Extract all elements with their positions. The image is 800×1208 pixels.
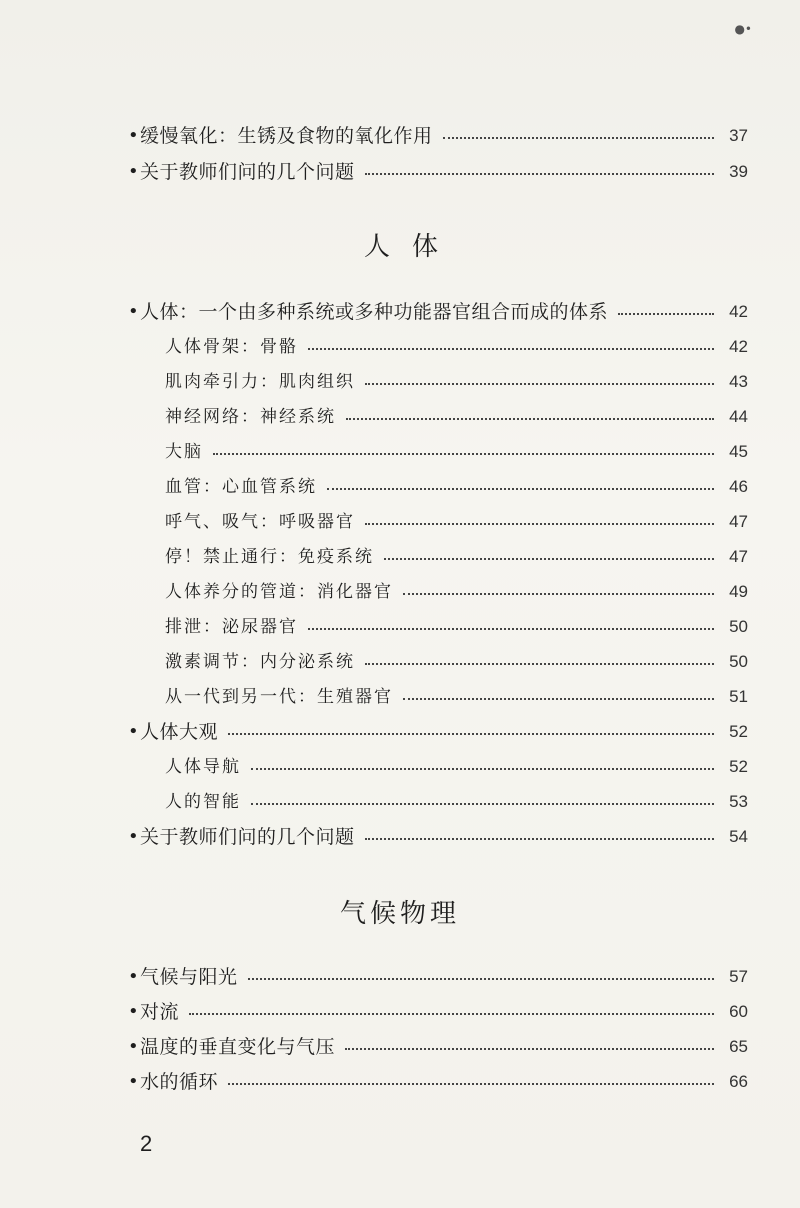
section-heading: 气候物理: [339, 899, 460, 929]
toc-entry[interactable]: [128, 119, 748, 153]
dot-leader: [308, 348, 714, 350]
dot-leader: [345, 1048, 714, 1050]
toc-subentry[interactable]: [165, 750, 748, 784]
section-heading: 人体: [363, 232, 460, 262]
toc-entry[interactable]: [128, 155, 748, 189]
entry-title: 关于教师们问的几个问题: [140, 826, 355, 848]
toc-subentry[interactable]: [165, 785, 748, 819]
entry-page-number: 42: [729, 302, 748, 321]
entry-title: 从一代到另一代：生殖器官: [165, 687, 393, 707]
entry-page-number: 53: [729, 792, 748, 811]
bullet: •: [128, 1036, 139, 1057]
entry-title: 肌肉牵引力：肌肉组织: [165, 372, 355, 392]
entry-page-number: 37: [729, 126, 748, 145]
entry-page-number: 65: [729, 1037, 748, 1056]
dot-leader: [365, 838, 714, 840]
entry-title: 大脑: [165, 442, 203, 462]
bullet: •: [128, 826, 139, 847]
entry-title: 人的智能: [165, 792, 241, 812]
dot-leader: [228, 1083, 714, 1085]
toc-subentry[interactable]: [165, 505, 748, 539]
entry-title: 神经网络：神经系统: [165, 407, 336, 427]
entry-title: 人体养分的管道：消化器官: [165, 582, 393, 602]
entry-title: 血管：心血管系统: [165, 477, 317, 497]
entry-title: 呼气、吸气：呼吸器官: [165, 512, 355, 532]
toc-subentry[interactable]: [165, 470, 748, 504]
entry-page-number: 66: [729, 1072, 748, 1091]
entry-page-number: 45: [729, 442, 748, 461]
toc-subentry[interactable]: [165, 330, 748, 364]
entry-title: 激素调节：内分泌系统: [165, 652, 355, 672]
dot-leader: [189, 1013, 714, 1015]
entry-title: 排泄：泌尿器官: [165, 617, 298, 637]
entry-title: 温度的垂直变化与气压: [140, 1036, 336, 1058]
dot-leader: [248, 978, 714, 980]
dot-leader: [327, 488, 714, 490]
toc-subentry[interactable]: [165, 575, 748, 609]
entry-page-number: 44: [729, 407, 748, 426]
toc-subentry[interactable]: [165, 400, 748, 434]
toc-subentry[interactable]: [165, 645, 748, 679]
dot-leader: [365, 663, 714, 665]
entry-title: 关于教师们问的几个问题: [140, 161, 355, 183]
bullet: •: [128, 721, 139, 742]
dot-leader: [251, 768, 714, 770]
toc-entry[interactable]: [128, 715, 748, 749]
bullet: •: [128, 1071, 139, 1092]
dot-leader: [403, 698, 714, 700]
dot-leader: [403, 593, 714, 595]
toc-subentry[interactable]: [165, 365, 748, 399]
bullet: •: [128, 966, 139, 987]
toc-entry[interactable]: [128, 995, 748, 1029]
toc-entry[interactable]: [128, 960, 748, 994]
toc-entry[interactable]: [128, 1065, 748, 1099]
toc-subentry[interactable]: [165, 610, 748, 644]
toc-subentry[interactable]: [165, 540, 748, 574]
entry-title: 人体导航: [165, 757, 241, 777]
dot-leader: [251, 803, 714, 805]
toc-entry[interactable]: [128, 1030, 748, 1064]
entry-page-number: 42: [729, 337, 748, 356]
dot-leader: [346, 418, 714, 420]
dot-leader: [228, 733, 714, 735]
dot-leader: [365, 173, 714, 175]
dot-leader: [365, 523, 714, 525]
bullet: •: [128, 1001, 139, 1022]
dot-leader: [618, 313, 714, 315]
page-number: 2: [140, 1131, 153, 1156]
entry-page-number: 52: [729, 757, 748, 776]
bullet: •: [128, 301, 139, 322]
dot-leader: [308, 628, 714, 630]
entry-page-number: 50: [729, 652, 748, 671]
bullet: •: [128, 161, 139, 182]
dot-leader: [443, 137, 714, 139]
entry-page-number: 47: [729, 547, 748, 566]
entry-title: 对流: [140, 1001, 180, 1023]
entry-page-number: 50: [729, 617, 748, 636]
entry-title: 人体大观: [140, 721, 219, 743]
entry-title: 气候与阳光: [140, 966, 238, 988]
bullet: •: [128, 125, 139, 146]
scan-speck: ●•: [734, 22, 752, 36]
entry-title: 水的循环: [140, 1071, 219, 1093]
entry-page-number: 54: [729, 827, 748, 846]
entry-page-number: 51: [729, 687, 748, 706]
entry-page-number: 47: [729, 512, 748, 531]
entry-page-number: 49: [729, 582, 748, 601]
entry-page-number: 52: [729, 722, 748, 741]
toc-subentry[interactable]: [165, 435, 748, 469]
toc-subentry[interactable]: [165, 680, 748, 714]
entry-page-number: 43: [729, 372, 748, 391]
entry-title: 缓慢氧化：生锈及食物的氧化作用: [140, 125, 433, 147]
dot-leader: [384, 558, 714, 560]
entry-title: 停！禁止通行：免疫系统: [165, 547, 374, 567]
toc-entry[interactable]: [128, 820, 748, 854]
entry-page-number: 60: [729, 1002, 748, 1021]
entry-page-number: 57: [729, 967, 748, 986]
entry-title: 人体：一个由多种系统或多种功能器官组合而成的体系: [140, 301, 609, 323]
toc-entry[interactable]: [128, 295, 748, 329]
entry-title: 人体骨架：骨骼: [165, 337, 298, 357]
dot-leader: [365, 383, 714, 385]
entry-page-number: 46: [729, 477, 748, 496]
entry-page-number: 39: [729, 162, 748, 181]
dot-leader: [213, 453, 714, 455]
